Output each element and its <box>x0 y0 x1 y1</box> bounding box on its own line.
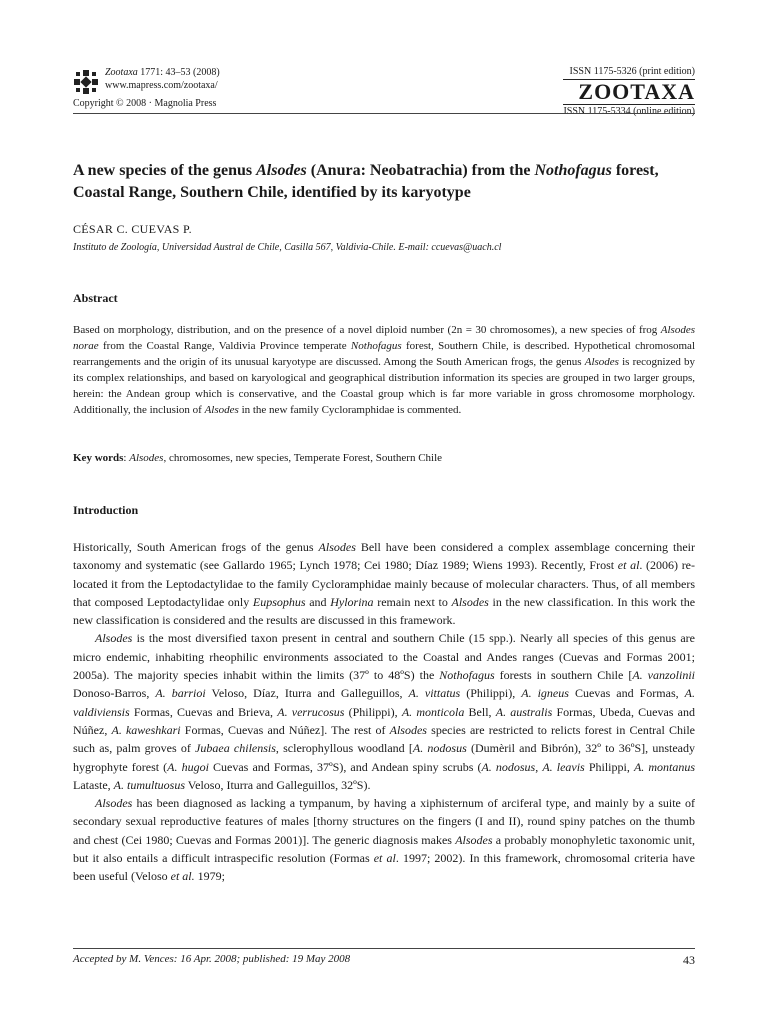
article-title: A new species of the genus Alsodes (Anura: Neobatrachia) from the Nothofagus forest, Coastal Range, Southern Chile, identified by its karyotype <box>73 162 659 201</box>
intro-paragraph-2: Alsodes is the most diversified taxon present in central and southern Chile (15 spp.). Nearly all species of this genus are micro endemic, inhabiting rheophilic environments associated to the Coastal and Andes ranges (Cuevas and Formas 2001; 2005a). The majority species inhabit within the limits (37º to 48ºS) the Nothofagus forests in southern Chile [A. vanzolinii Donoso-Barros, A. barrioi Veloso, Díaz, Iturra and Galleguillos, A. vittatus (Philippi), A. igneus Cuevas and Formas, A. valdiviensis Formas, Cuevas and Brieva, A. verrucosus (Philippi), A. monticola Bell, A. australis Formas, Ubeda, Cuevas and Núñez, A. kaweshkari Formas, Cuevas and Núñez]. The rest of Alsodes species are restricted to relicts forest in Central Chile such as, palm groves of Jubaea chilensis, sclerophyllous woodland [A. nodosus (Dumèril and Bibrón), 32º to 36ºS], unsteady hygrophyte forest (A. hugoi Cuevas and Formas, 37ºS), and Andean spiny scrubs (A. nodosus, A. leavis Philippi, A. montanus Lataste, A. tumultuosus Veloso, Iturra and Galleguillos, 32ºS). <box>73 631 696 792</box>
introduction-text <box>73 538 695 886</box>
keywords-line: Key words: Alsodes, chromosomes, new species, Temperate Forest, Southern Chile <box>73 452 443 464</box>
journal-name: Zootaxa <box>105 67 138 78</box>
zootaxa-logo-icon <box>74 70 98 94</box>
intro-paragraph-1: Historically, South American frogs of the genus Alsodes Bell have been considered a complex assemblage concerning their taxonomy and systematic (see Gallardo 1965; Lynch 1978; Cei 1980; Díaz 1989; Wiens 1993). Recently, Frost et al. (2006) re-located it from the Leptodactylidae to the family Cycloramphidae mainly because of molecular characters. Thus, of all members that composed Leptodactylidae only Eupsophus and Hylorina remain next to Alsodes in the new classification. In this work the new classification is considered and the results are discussed in this framework. <box>73 540 696 628</box>
journal-url[interactable]: www.mapress.com/zootaxa/ <box>105 80 218 91</box>
abstract-text: Based on morphology, distribution, and on the presence of a novel diploid number (2n = 30 chromosomes), a new species of frog Alsodes norae from the Coastal Range, Valdivia Province temperate Nothofagus forest, Southern Chile, is described. Hypothetical chromosomal rearrangements and the origin of its unusual karyotype are discussed. Among the South American frogs, the genus Alsodes is recognized by its complex relationships, and based on karyological and geographical distribution information its species are grouped in two larger groups, herein: the Andean group which is conservative, and the Coastal group which is far more variable in gross chromosome morphology. Additionally, the inclusion of Alsodes in the new family Cycloramphidae is commented. <box>73 324 695 416</box>
issn-block <box>563 66 695 117</box>
citation-volume: 1771: 43–53 (2008) <box>140 67 220 78</box>
acceptance-note: Accepted by M. Vences: 16 Apr. 2008; published: 19 May 2008 <box>73 953 351 965</box>
issn-online: ISSN 1175-5334 (online edition) <box>563 106 695 117</box>
author-name: CÉSAR C. CUEVAS P. <box>73 222 192 236</box>
author-affiliation: Instituto de Zoología, Universidad Austral de Chile, Casilla 567, Valdivia-Chile. E-mail: ccuevas@uach.cl <box>73 242 502 253</box>
journal-citation <box>105 66 220 92</box>
header-divider <box>73 113 695 114</box>
abstract-heading: Abstract <box>73 291 118 305</box>
footer-divider <box>73 948 695 949</box>
issn-print: ISSN 1175-5326 (print edition) <box>569 66 695 77</box>
page-number: 43 <box>683 953 695 967</box>
introduction-heading: Introduction <box>73 503 139 517</box>
copyright-notice: Copyright © 2008 · Magnolia Press <box>73 98 217 109</box>
intro-paragraph-3: Alsodes has been diagnosed as lacking a tympanum, by having a xiphisternum of arciferal type, and mainly by a suite of secondary sexual reproductive features of males [thorny structures on the fingers (I and II), round spiny patches on the thumb and chest (Cei 1980; Cuevas and Formas 2001)]. The generic diagnosis makes Alsodes a probably monophyletic taxonomic unit, but it also entails a difficult intraspecific resolution (Formas et al. 1997; 2002). In this framework, chromosomal criteria have been useful (Veloso et al. 1979; <box>73 796 696 884</box>
journal-brand: ZOOTAXA <box>563 79 695 105</box>
